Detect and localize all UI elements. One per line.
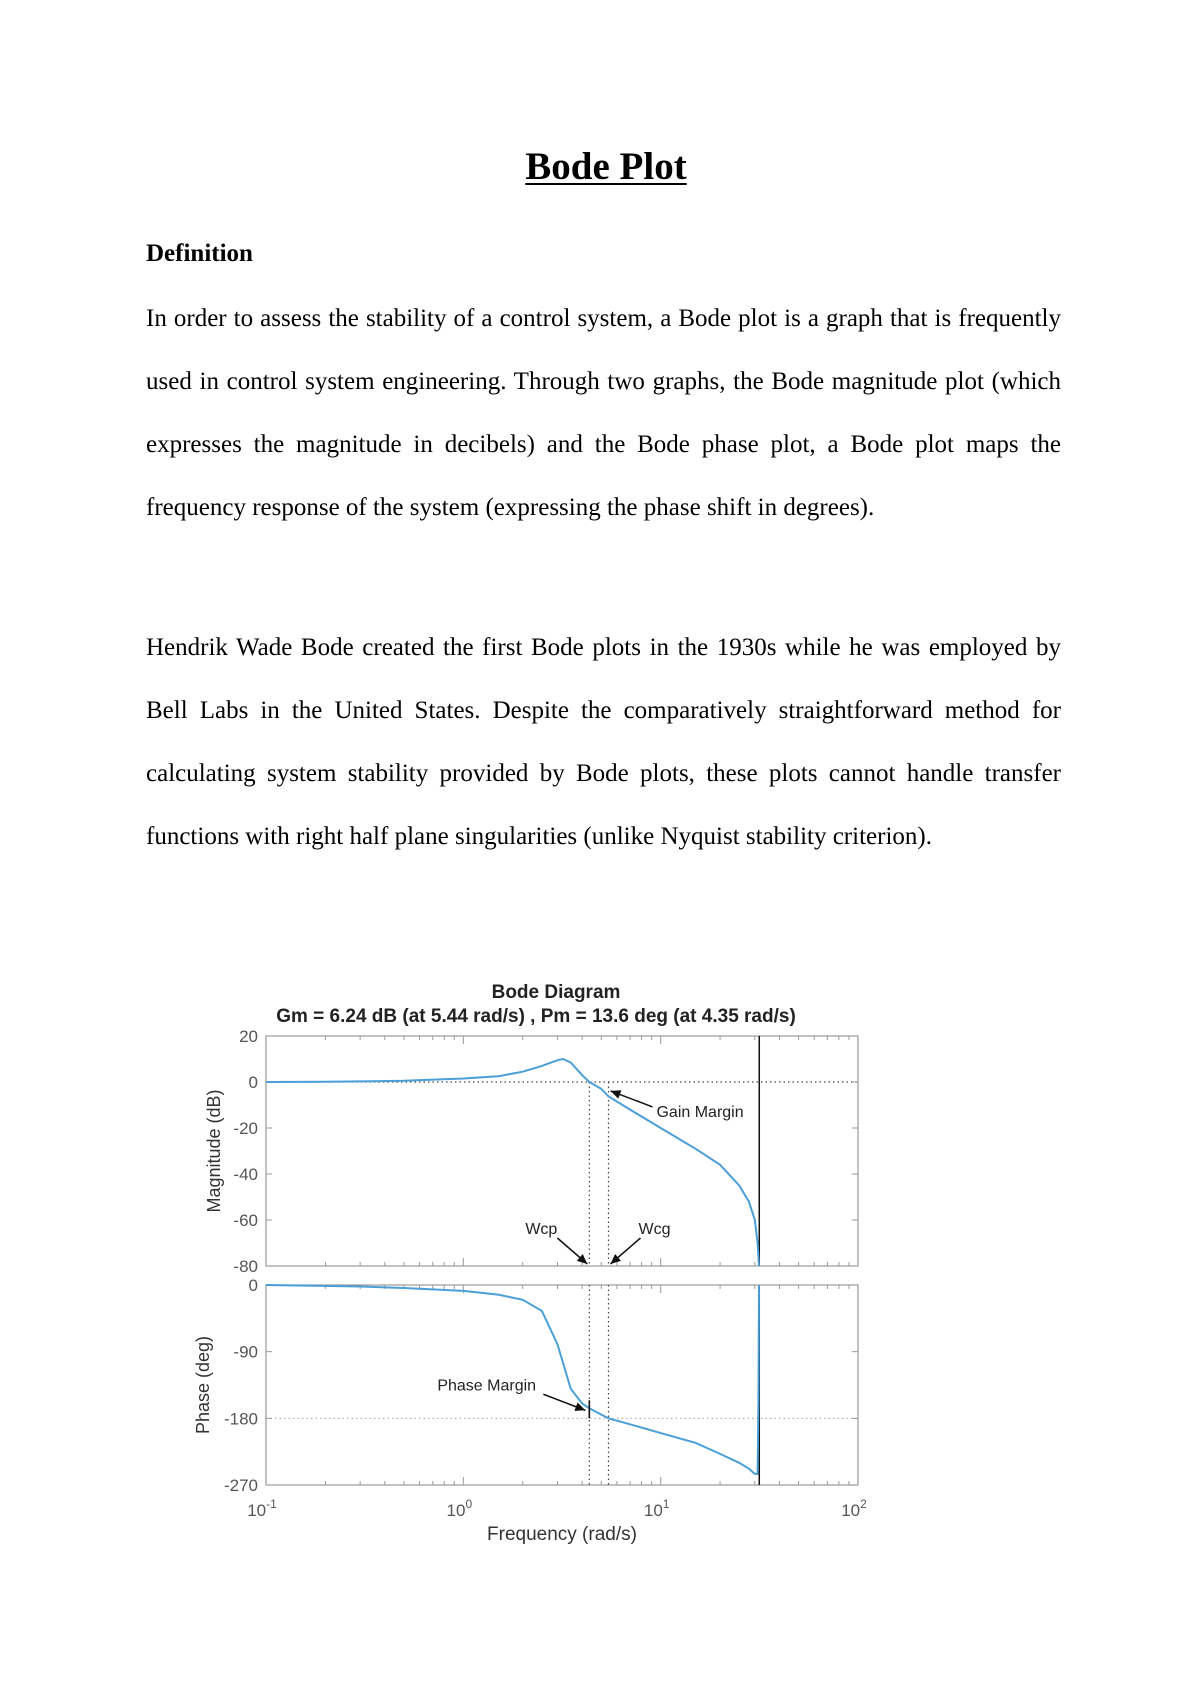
x-tick-label: $10^{-1}$ [247, 1497, 277, 1520]
phase-ylabel: Phase (deg) [193, 1335, 213, 1435]
magnitude-y-tick-label: -20 [233, 1119, 258, 1138]
magnitude-y-tick-label: -40 [233, 1165, 258, 1184]
phase-axes-box [266, 1285, 858, 1485]
magnitude-y-tick-label: -60 [233, 1211, 258, 1230]
page-title: Bode Plot [525, 145, 687, 188]
phase-y-tick-label: 0 [248, 1276, 258, 1295]
magnitude-y-tick-label: -80 [233, 1257, 258, 1276]
phase-y-tick-label: -90 [233, 1342, 258, 1362]
x-tick-label: $10^1$ [643, 1497, 670, 1520]
x-tick-label: $10^2$ [841, 1497, 867, 1520]
magnitude-y-tick-label: 20 [239, 1027, 258, 1046]
phase-y-tick-label: -180 [223, 1409, 258, 1429]
magnitude-ylabel: Magnitude (dB) [204, 1089, 224, 1213]
x-tick-label: $10^0$ [446, 1497, 473, 1520]
wcg-label: Wcg [638, 1221, 671, 1238]
chart-xlabel: Frequency (rad/s) [487, 1524, 637, 1545]
wcp-label: Wcp [525, 1221, 558, 1238]
paragraph-definition: In order to assess the stability of a control system, a Bode plot is a graph that is frequently used in control system engineering. Through two graphs, the Bode magnitude plot (which expresses the magnitude in decibels) and the Bode phase plot, a Bode plot maps the frequency response of the system (expressing the phase shift in degrees). [146, 305, 1061, 521]
section-heading: Definition [146, 240, 253, 267]
phase-margin-label: Phase Margin [437, 1377, 537, 1395]
chart-subtitle: Gm = 6.24 dB (at 5.44 rad/s) , Pm = 13.6 deg (at 4.35 rad/s) [276, 1006, 796, 1027]
gain-margin-label: Gain Margin [656, 1103, 744, 1121]
magnitude-axes-box [266, 1036, 858, 1266]
chart-title: Bode Diagram [491, 982, 621, 1003]
phase-y-tick-label: -270 [223, 1476, 258, 1495]
paragraph-history: Hendrik Wade Bode created the first Bode plots in the 1930s while he was employed by Bell Labs in the United States. Despite the comparatively straightforward method for calculating system stability provided by Bode plots, these plots cannot handle transfer functions with right half plane singularities (unlike Nyquist stability criterion). [146, 634, 1061, 850]
magnitude-y-tick-label: 0 [248, 1073, 258, 1092]
